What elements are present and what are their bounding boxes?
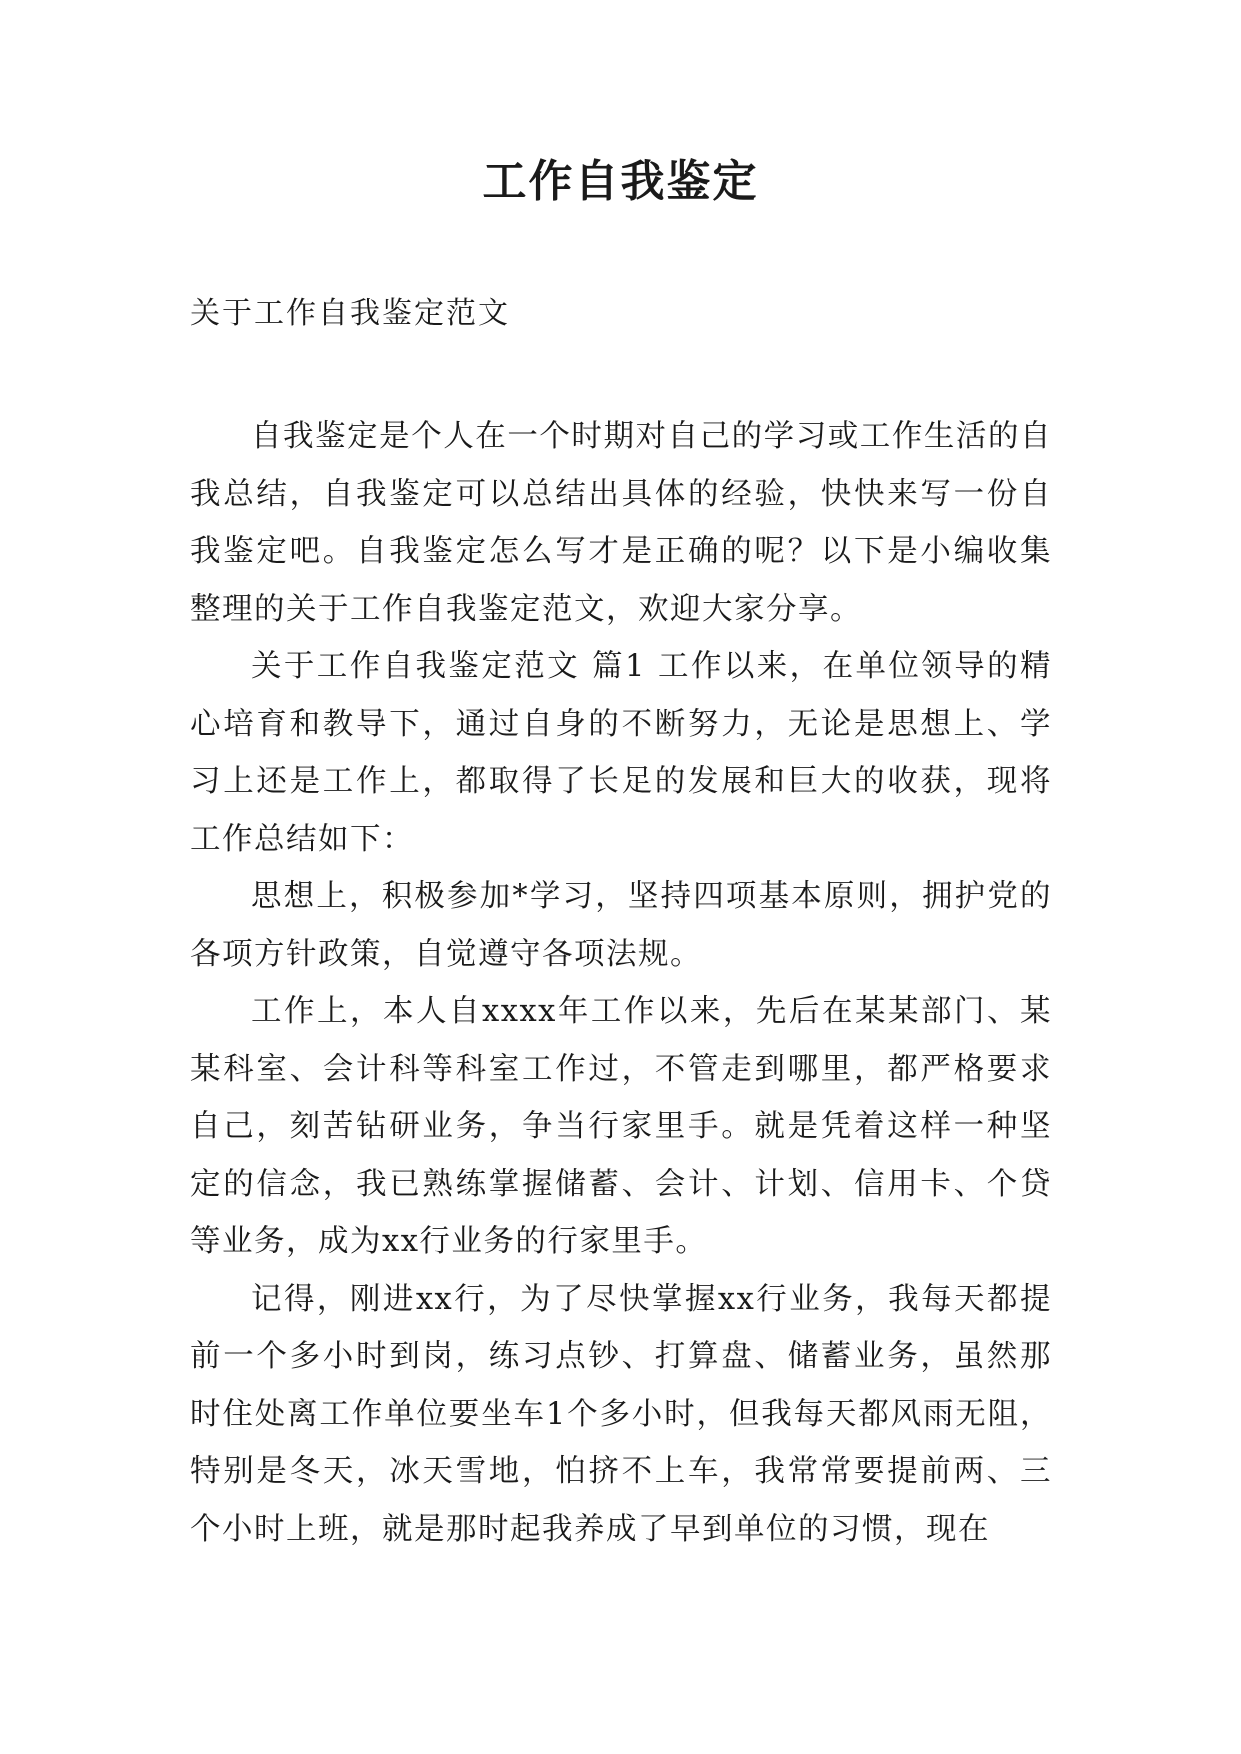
paragraph-work: 工作上，本人自xxxx年工作以来，先后在某某部门、某某科室、会计科等科室工作过，不管走到哪里，都严格要求自己，刻苦钻研业务，争当行家里手。就是凭着这样一种坚定的信念，我已熟练掌握储蓄、会计、计划、信用卡、个贷等业务，成为xx行业务的行家里手。 <box>190 994 1052 1259</box>
document-body <box>190 408 1052 1558</box>
paragraph-thought: 思想上，积极参加*学习，坚持四项基本原则，拥护党的各项方针政策，自觉遵守各项法规。 <box>190 879 1052 972</box>
paragraph-section-1: 关于工作自我鉴定范文 篇1 工作以来，在单位领导的精心培育和教导下，通过自身的不断努力，无论是思想上、学习上还是工作上，都取得了长足的发展和巨大的收获，现将工作总结如下： <box>190 649 1052 857</box>
paragraph-intro: 自我鉴定是个人在一个时期对自己的学习或工作生活的自我总结，自我鉴定可以总结出具体的经验，快快来写一份自我鉴定吧。自我鉴定怎么写才是正确的呢？以下是小编收集整理的关于工作自我鉴定范文，欢迎大家分享。 <box>190 419 1052 627</box>
document-title: 工作自我鉴定 <box>482 156 759 207</box>
document-subtitle: 关于工作自我鉴定范文 <box>190 296 510 331</box>
paragraph-memory: 记得，刚进xx行，为了尽快掌握xx行业务，我每天都提前一个多小时到岗，练习点钞、打算盘、储蓄业务，虽然那时住处离工作单位要坐车1个多小时，但我每天都风雨无阻，特别是冬天，冰天雪地，怕挤不上车，我常常要提前两、三个小时上班，就是那时起我养成了早到单位的习惯，现在 <box>190 1281 1052 1547</box>
